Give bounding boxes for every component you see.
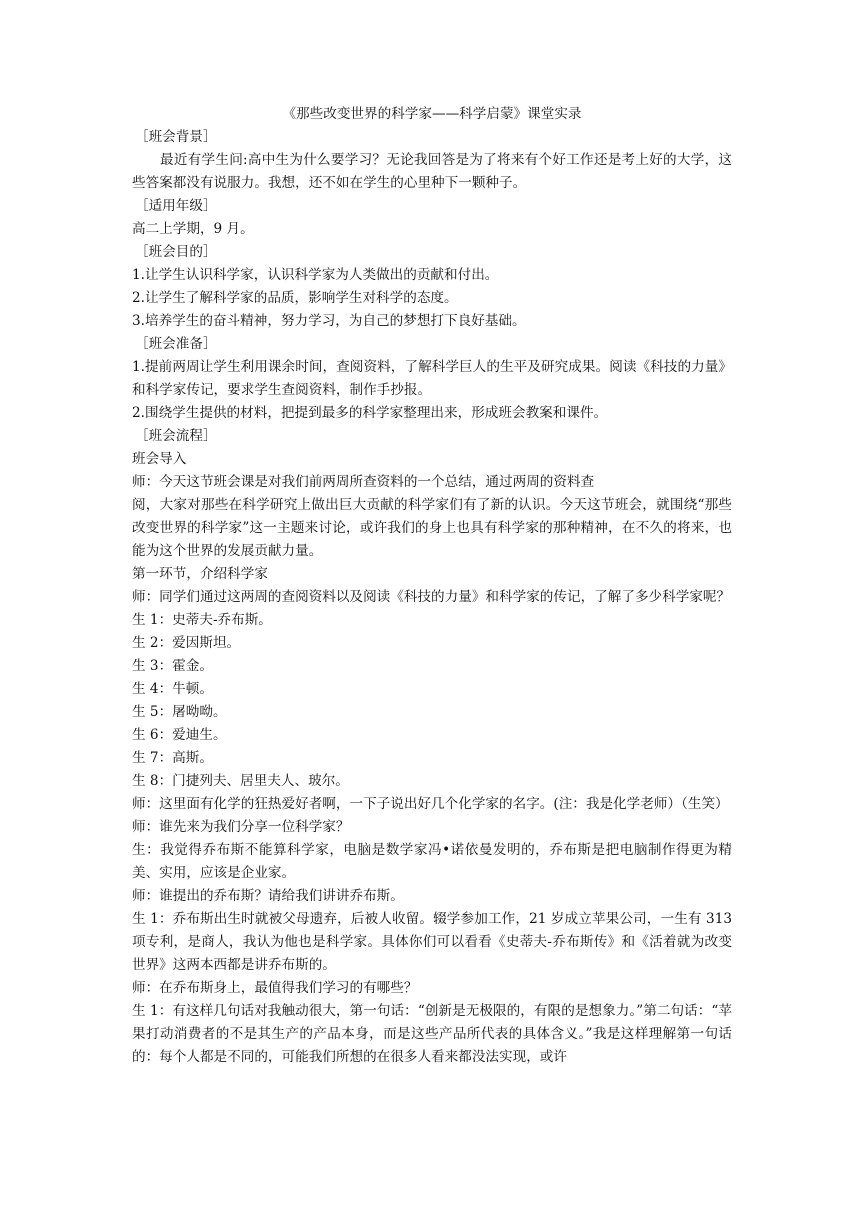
section-heading-preparation: ［班会准备］ <box>135 336 217 352</box>
preparation-item: 1.提前两周让学生利用课余时间，查阅资料，了解科学巨人的生平及研究成果。阅读《科技的力量》和科学家传记，要求学生查阅资料，制作手抄报。 <box>132 359 732 398</box>
goal-item: 3.培养学生的奋斗精神，努力学习，为自己的梦想打下良好基础。 <box>132 313 526 329</box>
dialogue-line: 生 2：爱因斯坦。 <box>132 635 241 651</box>
dialogue-line: 师：今天这节班会课是对我们前两周所查资料的一个总结，通过两周的资料查 <box>132 474 595 490</box>
paragraph-grade: 高二上学期，9 月。 <box>132 221 254 237</box>
dialogue-line: 生 6：爱迪生。 <box>132 727 227 743</box>
dialogue-line: 生 1：乔布斯出生时就被父母遗弃，后被人收留。辍学参加工作，21 岁成立苹果公司，一生有 313 项专利，是商人，我认为他也是科学家。具体你们可以看看《史蒂夫-乔布斯传》和《活着就为改变世界》这两本西都是讲乔布斯的。 <box>132 911 732 973</box>
document-title: 《那些改变世界的科学家——科学启蒙》课堂实录 <box>282 106 582 122</box>
dialogue-line: 阅，大家对那些在科学研究上做出巨大贡献的科学家们有了新的认识。今天这节班会，就围绕“那些改变世界的科学家”这一主题来讨论，或许我们的身上也具有科学家的那种精神，在不久的将来，也能为这个世界的发展贡献力量。 <box>132 497 732 559</box>
dialogue-line: 生 3：霍金。 <box>132 658 213 674</box>
subheading-part-one: 第一环节，介绍科学家 <box>132 566 268 582</box>
section-heading-background: ［班会背景］ <box>135 129 217 145</box>
dialogue-line: 师：谁先来为我们分享一位科学家？ <box>132 819 350 835</box>
section-heading-grade: ［适用年级］ <box>135 198 217 214</box>
subheading-intro: 班会导入 <box>132 451 187 467</box>
section-heading-goals: ［班会目的］ <box>135 244 217 260</box>
dialogue-line: 生 4：牛顿。 <box>132 681 213 697</box>
dialogue-line: 生 7：高斯。 <box>132 750 213 766</box>
goal-item: 2.让学生了解科学家的品质，影响学生对科学的态度。 <box>132 290 458 306</box>
dialogue-line: 生：我觉得乔布斯不能算科学家，电脑是数学家冯•诺依曼发明的，乔布斯是把电脑制作得更为精美、实用，应该是企业家。 <box>132 842 732 881</box>
dialogue-line: 师：同学们通过这两周的查阅资料以及阅读《科技的力量》和科学家的传记，了解了多少科学家呢？ <box>132 589 731 605</box>
dialogue-line: 生 8：门捷列夫、居里夫人、玻尔。 <box>132 773 349 789</box>
goal-item: 1.让学生认识科学家，认识科学家为人类做出的贡献和付出。 <box>132 267 499 283</box>
dialogue-line: 生 5：屠呦呦。 <box>132 704 227 720</box>
dialogue-line: 师：在乔布斯身上，最值得我们学习的有哪些？ <box>132 980 418 996</box>
dialogue-line: 生 1：有这样几句话对我触动很大，第一句话：“创新是无极限的，有限的是想象力。”第二句话：“苹果打动消费者的不是其生产的产品本身，而是这些产品所代表的具体含义。”我是这样理解第一句话的：每个人都是不同的，可能我们所想的在很多人看来都没法实现，或许 <box>132 1003 732 1065</box>
section-heading-process: ［班会流程］ <box>135 428 217 444</box>
paragraph-background: 最近有学生问:高中生为什么要学习？无论我回答是为了将来有个好工作还是考上好的大学，这些答案都没有说服力。我想，还不如在学生的心里种下一颗种子。 <box>132 152 732 191</box>
preparation-item: 2.围绕学生提供的材料，把提到最多的科学家整理出来，形成班会教案和课件。 <box>132 405 608 421</box>
document-body <box>132 103 732 1069</box>
dialogue-line: 师：谁提出的乔布斯？请给我们讲讲乔布斯。 <box>132 888 404 904</box>
dialogue-line: 生 1：史蒂夫-乔布斯。 <box>132 612 272 628</box>
dialogue-line: 师：这里面有化学的狂热爱好者啊，一下子说出好几个化学家的名字。(注：我是化学老师）（生笑） <box>132 796 729 812</box>
